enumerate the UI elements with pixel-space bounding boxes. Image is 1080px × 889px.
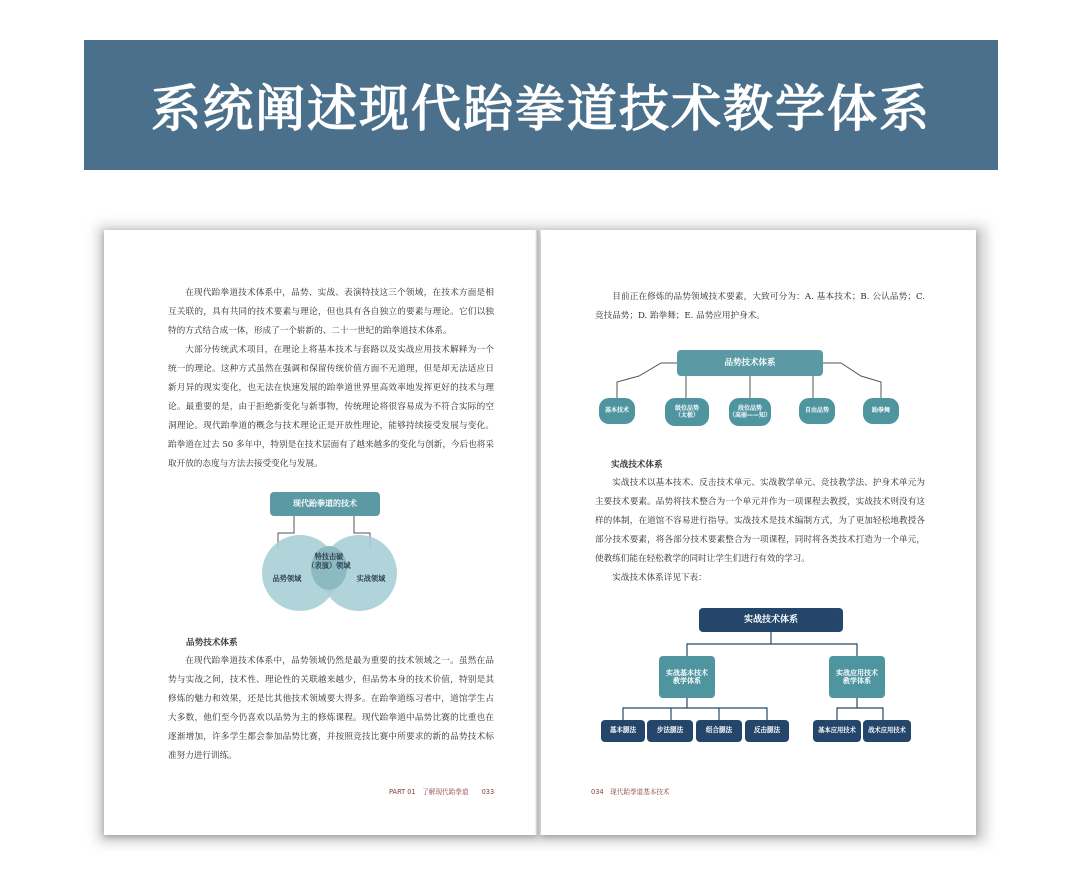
right-intro-paragraph: 目前正在修炼的品势领域技术要素，大致可分为：A. 基本技术；B. 公认品势；C. 竞技品势；D. 跆拳舞；E. 品势应用护身术。 [595, 292, 925, 321]
sparring-paragraph: 实战技术以基本技术、反击技术单元、实战教学单元、竞技教学法、护身术单元为主要技术要素。品势将技术整合为一个单元并作为一项课程去教授，实战技术则没有这样的体制，在道馆不容易进行指导。实战技术是技术编制方式，为了更加轻松地教授各部分技术要素，将各部分技术要素整合为一项课程，同时将各类技术打造为一个单元，使教练们能在轻松教学的同时让学生们进行有效的学习。 [595, 478, 925, 564]
sparring-leaf-counter-kicks: 反击腿法 [745, 720, 789, 742]
venn-right-label: 实战领域 [356, 574, 386, 583]
sparring-leaf-basic-kicks: 基本腿法 [601, 720, 645, 742]
pumsae-node-dance: 跆拳舞 [863, 398, 899, 424]
pumsae-chart-root: 品势技术体系 [677, 350, 823, 376]
sparring-chart-connectors [541, 230, 976, 835]
pumsae-node-kup: 级位品势 （太极） [665, 398, 709, 426]
sparring-chart-root: 实战技术体系 [699, 608, 843, 632]
left-paragraph-1: 在现代跆拳道技术体系中，品势、实战、表演特技这三个领域，在技术方面是相互关联的，具有共同的技术要素与理论，但也具有各自独立的要素与理论。它们以独特的方式结合成一体，形成了一个崭新的、二十一世纪的跆拳道技术体系。 [168, 288, 494, 336]
pumsae-node-basic: 基本技术 [599, 398, 635, 424]
sparring-leaf-step-kicks: 步法腿法 [647, 720, 693, 742]
title-banner [84, 40, 998, 170]
sparring-leaf-basic-applied: 基本应用技术 [813, 720, 861, 742]
venn-left-label: 品势领域 [272, 574, 302, 583]
pumsae-section [168, 634, 494, 766]
sparring-table-note: 实战技术体系详见下表： [612, 573, 707, 583]
sparring-basic-node: 实战基本技术 教学体系 [659, 656, 715, 698]
sparring-applied-node: 实战应用技术 教学体系 [829, 656, 885, 698]
pumsae-paragraph: 在现代跆拳道技术体系中，品势领域仍然是最为重要的技术领域之一。虽然在品势与实战之间，技术性、理论性的关联越来越少，但品势本身的技术价值，特别是其修炼的魅力和效果，还是比其他技术领域要大得多。在跆拳道练习者中，道馆学生占大多数，他们至今仍喜欢以品势为主的修炼课程。现代跆拳道中品势比赛的比重也在逐渐增加，许多学生都会参加品势比赛，并按照竞技比赛中所要求的新的品势技术标准努力进行训练。 [168, 656, 494, 761]
sparring-leaf-combo-kicks: 组合腿法 [696, 720, 742, 742]
left-footer: PART 01 了解现代跆拳道 033 [389, 788, 495, 796]
sparring-heading: 实战技术体系 [611, 460, 663, 470]
left-page [104, 230, 537, 835]
venn-title: 现代跆拳道的技术 [270, 492, 380, 516]
right-page [541, 230, 976, 835]
left-paragraph-2: 大部分传统武术项目，在理论上将基本技术与套路以及实战应用技术解释为一个统一的理论。这种方式虽然在强调和保留传统价值方面不无道理，但是却无法适应日新月异的现实变化，也无法在快速发展的跆拳道世界里高效率地发挥更好的技术与理论。最重要的是，由于拒绝新变化与新事物，传统理论将很容易成为不符合实际的空洞理论。现代跆拳道的概念与技术理论正是开放性理论，能够持续接受发展与变化。跆拳道在过去 50 多年中，特别是在技术层面有了越来越多的变化与创新，今后也将采取开放的态度与方法去接受变化与发展。 [168, 345, 494, 469]
right-footer: 034 现代跆拳道基本技术 [591, 788, 670, 796]
pumsae-heading: 品势技术体系 [186, 638, 238, 648]
banner-title: 系统阐述现代跆拳道技术教学体系 [151, 80, 931, 138]
venn-center-label: 特技击破 （表演）领域 [307, 552, 351, 570]
pumsae-node-free: 自由品势 [799, 398, 835, 424]
sparring-leaf-tactical-applied: 战术应用技术 [863, 720, 911, 742]
pumsae-node-dan: 段位品势 （高丽——知） [729, 398, 771, 426]
